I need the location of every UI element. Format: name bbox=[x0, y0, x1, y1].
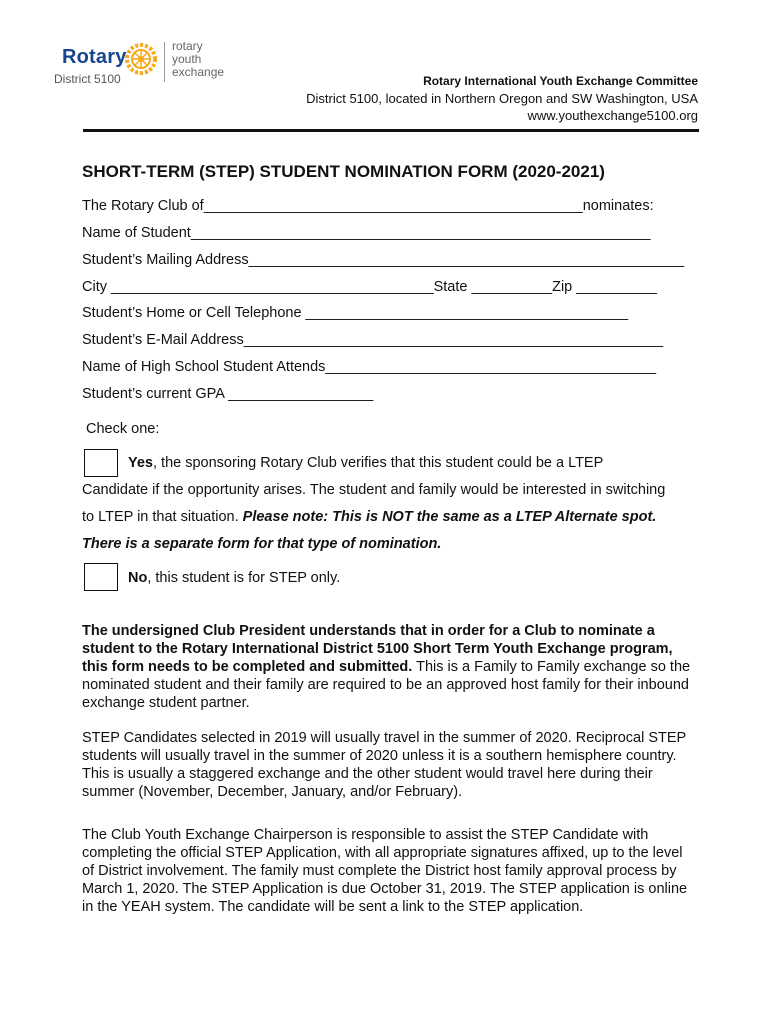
logo-line: exchange bbox=[172, 65, 225, 79]
logo-line: rotary bbox=[172, 39, 203, 53]
header-rule bbox=[83, 129, 699, 132]
logo-youth-exchange bbox=[172, 40, 224, 79]
city-state-zip-field[interactable]: City ________________________________________State __________Zip __________ bbox=[82, 279, 657, 295]
rotary-wheel-icon bbox=[124, 42, 158, 76]
email-field[interactable]: Student’s E-Mail Address____________________________________________________ bbox=[82, 332, 664, 348]
website-link[interactable]: www.youthexchange5100.org bbox=[527, 108, 698, 123]
yes-line3-plain: to LTEP in that situation. bbox=[82, 509, 243, 525]
president-paragraph bbox=[82, 622, 694, 712]
rotary-logo bbox=[52, 38, 232, 90]
logo-wordmark: Rotary bbox=[62, 46, 127, 68]
no-text: , this student is for STEP only. bbox=[147, 570, 341, 586]
check-one-label: Check one: bbox=[86, 421, 160, 437]
logo-line: youth bbox=[172, 52, 202, 66]
yes-text: , the sponsoring Rotary Club verifies that this student could be a LTEP bbox=[153, 455, 604, 471]
student-name-field[interactable]: Name of Student_________________________________________________________ bbox=[82, 225, 651, 241]
chairperson-paragraph: The Club Youth Exchange Chairperson is responsible to assist the STEP Candidate with completing the official STEP Application, with all appropriate signatures affixed, up to the level of District involvement. The family must complete the District host family approval process by March 1, 2020. The STEP Application is due October 31, 2019. The STEP application is online in the YEAH system. The candidate will be sent a link to the STEP application. bbox=[82, 827, 688, 915]
no-option-label bbox=[128, 570, 340, 586]
yes-option-line2: Candidate if the opportunity arises. The student and family would be interested in switching bbox=[82, 482, 666, 498]
telephone-field[interactable]: Student’s Home or Cell Telephone ________________________________________ bbox=[82, 305, 629, 321]
president-paragraph-rest: This is a Family to Family exchange so the nominated student and their family are required to be an approved host family for their inbound exchange student partner. bbox=[82, 659, 691, 711]
mailing-address-field[interactable]: Student’s Mailing Address______________________________________________________ bbox=[82, 252, 685, 268]
no-bold: No bbox=[128, 570, 148, 586]
travel-paragraph: STEP Candidates selected in 2019 will usually travel in the summer of 2020. Reciprocal STEP students will usually travel in the summer of 2020 unless it is a southern hemisphere country. This is usually a staggered exchange and the other student would travel here during their summer (November, December, January, and/or February). bbox=[82, 730, 686, 800]
yes-option-line3 bbox=[82, 509, 656, 525]
form-title: SHORT-TERM (STEP) STUDENT NOMINATION FORM (2020-2021) bbox=[82, 162, 605, 181]
gpa-field[interactable]: Student’s current GPA __________________ bbox=[82, 386, 374, 402]
president-paragraph-bold: The undersigned Club President understands that in order for a Club to nominate a student to the Rotary International District 5100 Short Term Youth Exchange program, this form needs to be completed and submitted. bbox=[82, 623, 673, 675]
yes-checkbox[interactable] bbox=[84, 449, 118, 477]
yes-option-label bbox=[128, 455, 603, 471]
committee-name: Rotary International Youth Exchange Committee bbox=[423, 74, 698, 88]
rotary-club-field[interactable]: The Rotary Club of_______________________________________________nominates: bbox=[82, 198, 654, 214]
logo-district: District 5100 bbox=[54, 72, 121, 86]
yes-option-line4 bbox=[82, 536, 441, 552]
logo-divider bbox=[164, 42, 165, 82]
district-location: District 5100, located in Northern Oregon and SW Washington, USA bbox=[306, 91, 698, 106]
no-checkbox[interactable] bbox=[84, 563, 118, 591]
yes-line4-note: There is a separate form for that type of nomination. bbox=[82, 536, 442, 552]
yes-line3-note: Please note: This is NOT the same as a LTEP Alternate spot. bbox=[242, 509, 657, 525]
yes-bold: Yes bbox=[128, 455, 153, 471]
high-school-field[interactable]: Name of High School Student Attends_________________________________________ bbox=[82, 359, 657, 375]
